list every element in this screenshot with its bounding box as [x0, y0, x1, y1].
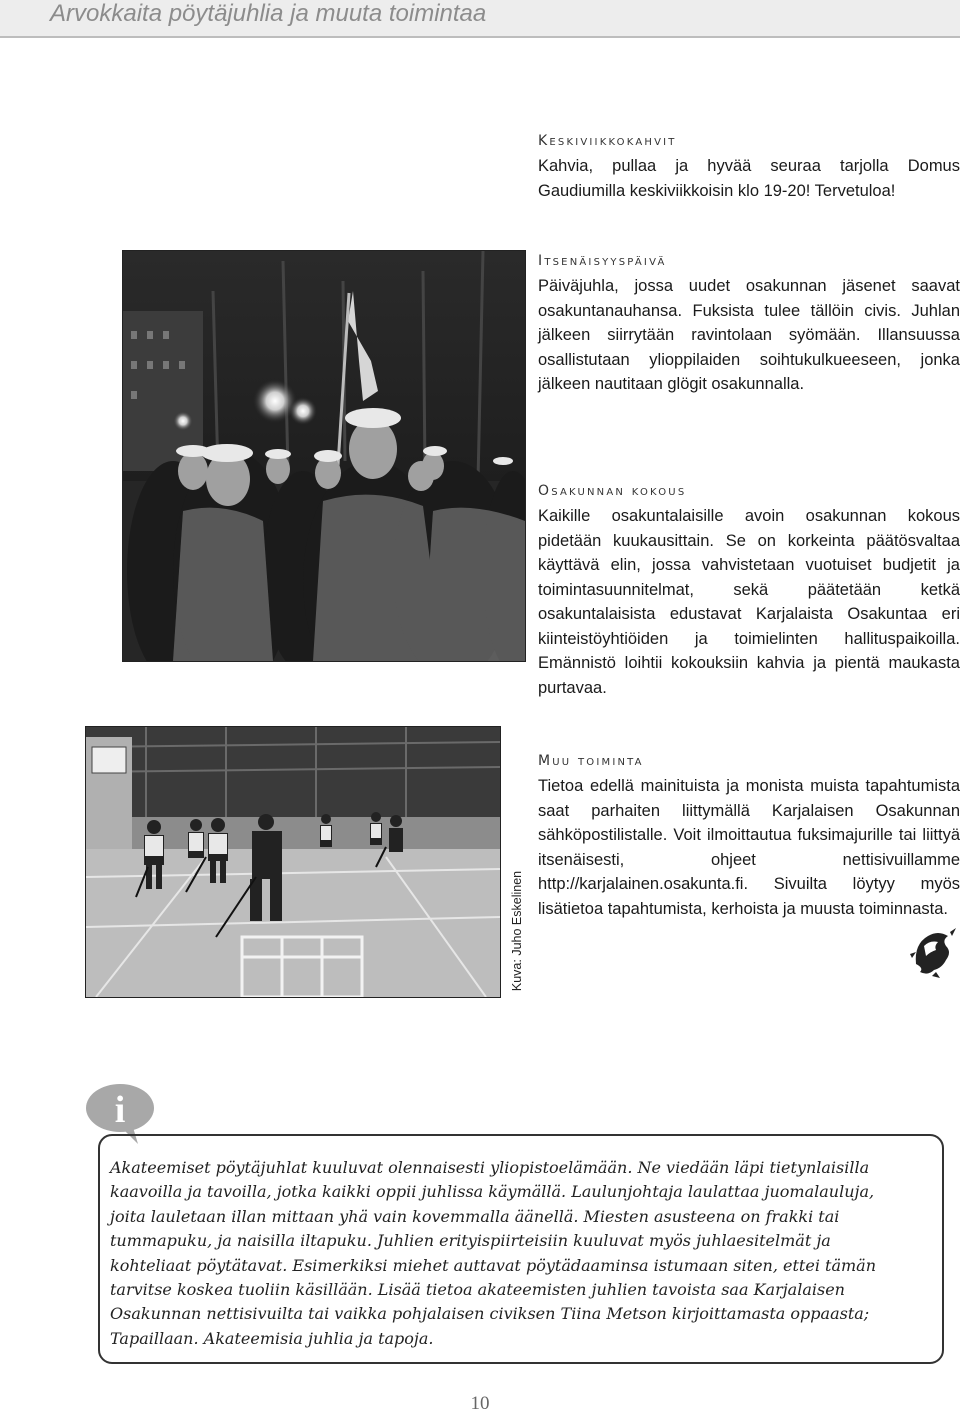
page-header: [0, 0, 960, 36]
page-number: 10: [470, 1393, 490, 1414]
photo-credit: [503, 872, 531, 994]
section-body: Kaikille osakuntalaisille avoin osakunnan kokous pidetään kuukausittain. Se on korkeinta päätösvaltaa käyttävä elin, jossa vahvistetaan vuotuiset budjetit ja toimintasuunnitelmat, sekä päätetään ketkä osakuntalaisista edustavat Karjalaista Osakuntaa eri kiinteistöyhtiöiden ja toimielinten hallituspaikoilla. Emännistö loihtii kokouksiin kahvia ja pientä maukasta purtavaa.: [538, 507, 960, 697]
section-keskiviikkokahvit: [538, 132, 960, 203]
section-body: Kahvia, pullaa ja hyvää seuraa tarjolla Domus Gaudiumilla keskiviikkoisin klo 19-20! Tervetuloa!: [538, 157, 960, 200]
info-box: [98, 1134, 944, 1364]
procession-photo-graphic: [123, 251, 525, 661]
header-divider: [0, 36, 960, 38]
section-body: Päiväjuhla, jossa uudet osakunnan jäsenet saavat osakuntanauhansa. Fuksista tulee tällöin civis. Juhlan jälkeen siirrytään ravintolaan syömään. Illansuussa osallistutaan ylioppilaiden soihtukulkueeseen, jonka jälkeen nautitaan glögit osakunnalla.: [538, 277, 960, 393]
section-itsenaisyyspaiva: [538, 252, 960, 397]
lion-emblem-icon: [906, 924, 960, 978]
osakunta-logo: [906, 924, 960, 978]
procession-photo: [122, 250, 526, 662]
info-box-text: Akateemiset pöytäjuhlat kuuluvat olennaisesti yliopistoelämään. Ne viedään läpi tietynlaisilla kaavoilla ja tavoilla, jotka kaikki oppii juhlissa käymällä. Laulunjohtaja laulattaa juomalauluja, joita lauletaan illan mittaan yhä vain kovemmalla äänellä. Miesten asusteena on frakki tai tummapuku, ja naisilla iltapuku. Juhlien erityispiirteisiin kuuluvat myös juhlaesitelmät ja kohteliaat pöytätavat. Esimerkiksi miehet auttavat pöytädaaminsa istumaan siten, ettei tämän tarvitse koskea tuoliin käsillään. Lisää tietoa akateemisten juhlien tavoista saa Karjalaisen Osakunnan nettisivuilta tai vaikka pohjalaisen civiksen Tiina Metson kirjoittamasta oppaasta; Tapaillaan. Akateemisia juhlia ja tapoja.: [110, 1158, 877, 1348]
section-body: Tietoa edellä mainituista ja monista muista tapahtumista saat parhaiten liittymällä Karjalaisen Osakunnan sähköpostilistalle. Voit ilmoittautua fuksimajurille tai liittyä itsenäisesti, ohjeet nettisivuillamme http://karjalainen.osakunta.fi. Sivuilta löytyy myös lisätietoa tapahtumista, kerhoista ja muusta toiminnasta.: [538, 777, 960, 918]
floorball-photo: [85, 726, 501, 998]
section-osakunnan-kokous: [538, 482, 960, 700]
section-heading: Muu toiminta: [538, 753, 644, 769]
floorball-photo-graphic: [86, 727, 500, 997]
page-title: Arvokkaita pöytäjuhlia ja muuta toimintaa: [50, 0, 487, 27]
section-heading: Osakunnan kokous: [538, 483, 687, 499]
info-icon-letter: i: [114, 1089, 126, 1131]
section-heading: Keskiviikkokahvit: [538, 133, 677, 149]
section-heading: Itsenäisyyspäivä: [538, 253, 667, 269]
photo-credit-text: Kuva: Juho Eskelinen: [510, 870, 524, 992]
section-muu-toiminta: [538, 752, 960, 921]
